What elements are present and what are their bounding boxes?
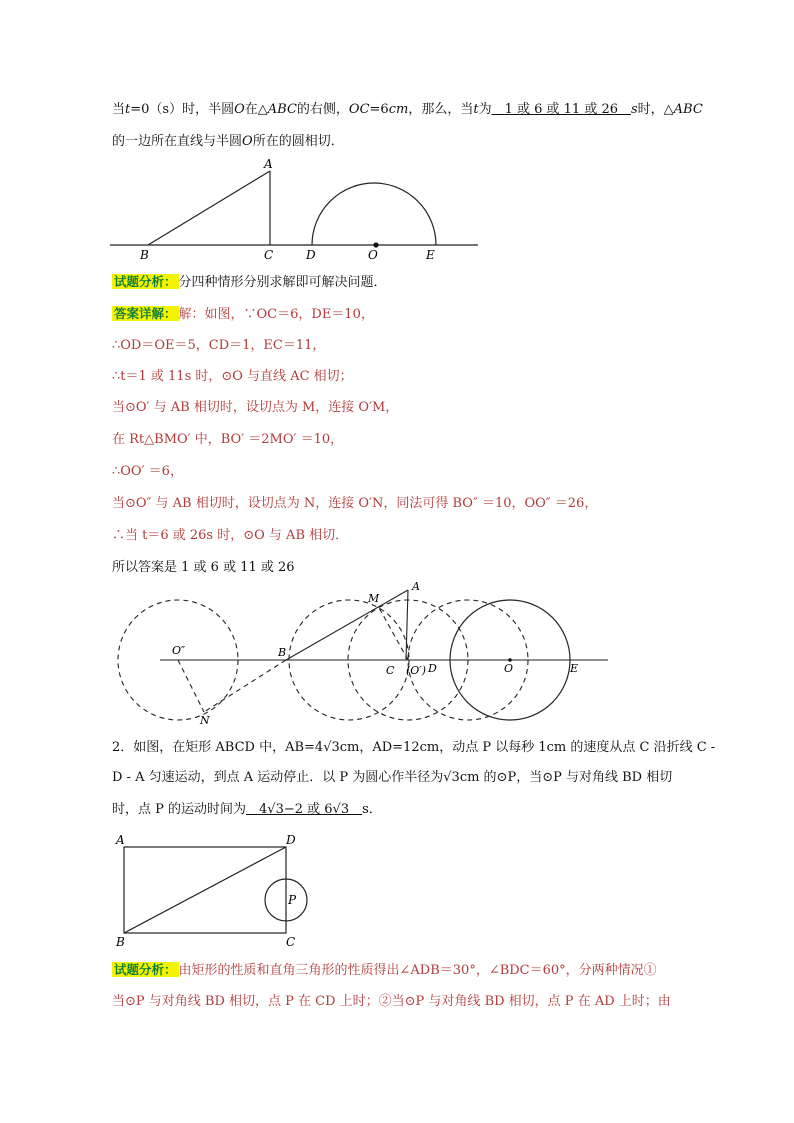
diagram-rectangle-circle-P <box>110 830 320 950</box>
label-C: C <box>386 664 395 677</box>
diagram-moving-circles <box>100 578 620 728</box>
detail-tag: 答案详解： <box>114 306 177 321</box>
diagonal-BD <box>124 847 286 933</box>
label-C: C <box>264 248 274 262</box>
center-O-dot <box>508 658 512 662</box>
label-O: O <box>504 662 514 675</box>
problem1-detail-line3: 当⊙O′ 与 AB 相切时，设切点为 M，连接 O′M， <box>112 400 399 415</box>
problem1-detail-line2: ∴t＝1 或 11s 时，⊙O 与直线 AC 相切； <box>112 369 353 384</box>
label-A: A <box>116 833 125 847</box>
label-O-prime: (O′) <box>406 664 427 677</box>
problem2-answer: 4√3−2 或 6√3 <box>246 802 363 817</box>
analysis-tag: 试题分析： <box>114 274 177 289</box>
problem1-line1: 当t=0（s）时，半圆O在△ABC的右侧，OC=6cm，那么，当t为 1 或 6 或 11 或 26 s时，△ABC <box>112 102 703 117</box>
problem1-detail-line0: 答案详解： 解：如图，∵OC＝6，DE＝10， <box>114 306 374 322</box>
center-O-dot <box>373 242 378 247</box>
label-P: P <box>288 893 297 907</box>
segment-O2N <box>178 660 204 712</box>
problem2-analysis-line2: 当⊙P 与对角线 BD 相切，点 P 在 CD 上时；②当⊙P 与对角线 BD 相切，点 P 在 AD 上时；由 <box>112 994 671 1009</box>
problem1-detail-line5: ∴OO′ ＝6， <box>112 464 183 479</box>
label-N: N <box>200 714 210 727</box>
problem1-detail-line6: 当⊙O″ 与 AB 相切时，设切点为 N，连接 O′N，同法可得 BO″ ＝10，OO″ ＝26， <box>112 496 598 511</box>
problem1-answer: 1 或 6 或 11 或 26 <box>491 102 631 117</box>
label-C: C <box>286 935 296 949</box>
label-O: O <box>368 248 378 262</box>
label-E: E <box>570 662 579 675</box>
semicircle-O <box>312 183 436 245</box>
problem2-line1: 2．如图，在矩形 ABCD 中，AB=4√3cm，AD=12cm，动点 P 以每秒 1cm 的速度从点 C 沿折线 C - <box>112 740 716 755</box>
problem2-analysis-line1: 试题分析： 由矩形的性质和直角三角形的性质得出∠ADB＝30°，∠BDC＝60°，分两种情况① <box>114 962 657 978</box>
problem2-line3: 时，点 P 的运动时间为 4√3−2 或 6√3 s． <box>112 802 382 817</box>
label-M: M <box>368 592 380 605</box>
segment-BN <box>204 660 286 712</box>
segment-OM <box>378 606 408 660</box>
label-B: B <box>116 935 125 949</box>
label-A: A <box>264 157 273 171</box>
problem1-detail-line7: ∴当 t＝6 或 26s 时，⊙O 与 AB 相切． <box>112 528 349 543</box>
label-E: E <box>426 248 435 262</box>
label-A: A <box>412 580 420 593</box>
problem1-detail-line1: ∴OD＝OE＝5，CD＝1，EC＝11， <box>112 338 326 353</box>
label-B: B <box>278 646 287 659</box>
problem1-line2: 的一边所在直线与半圆O所在的圆相切． <box>112 134 344 149</box>
problem1-analysis: 试题分析： 分四种情形分别求解即可解决问题． <box>114 274 387 290</box>
segment-AB <box>148 171 270 245</box>
analysis-tag: 试题分析： <box>114 962 177 977</box>
problem2-line2: D - A 匀速运动，到点 A 运动停止．以 P 为圆心作半径为√3cm 的⊙P，当⊙P 与对角线 BD 相切 <box>112 770 673 785</box>
label-B: B <box>140 248 149 262</box>
label-D: D <box>286 833 296 847</box>
diagram-triangle-semicircle <box>100 155 490 265</box>
label-D: D <box>428 662 437 675</box>
problem1-detail-line4: 在 Rt△BMO′ 中，BO′ ＝2MO′ ＝10， <box>112 432 344 447</box>
label-D: D <box>306 248 316 262</box>
label-O-double-prime: O″ <box>172 644 186 657</box>
problem1-conclusion: 所以答案是 1 或 6 或 11 或 26 <box>112 560 295 575</box>
